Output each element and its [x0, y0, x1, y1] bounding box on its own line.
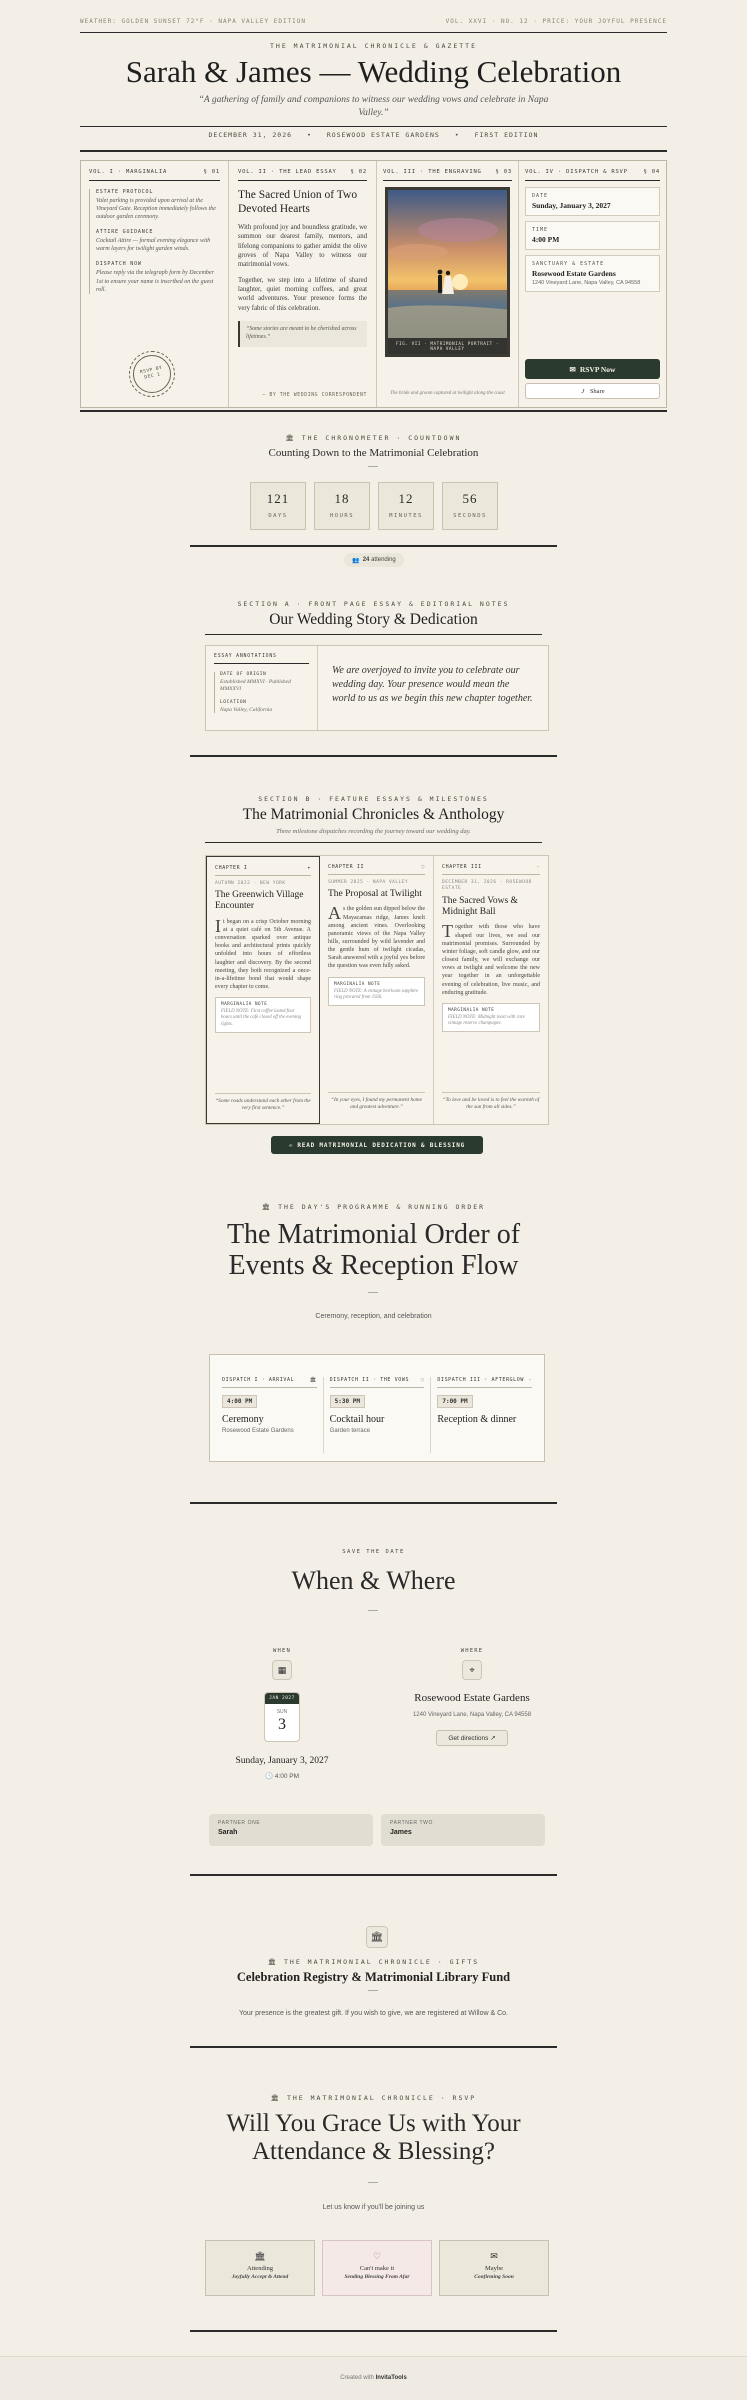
marginalia-text: Please reply via the telegraph form by December 1st to ensure your name is inscribed on the guest roll.	[96, 270, 214, 293]
masthead-meta: DECEMBER 31, 2026 • ROSEWOOD ESTATE GARDENS • FIRST EDITION	[208, 131, 539, 139]
story-kicker: SECTION A · FRONT PAGE ESSAY & EDITORIAL NOTES	[237, 600, 510, 608]
chapter-quote: “Some roads understand each other from the very first sentence.”	[215, 1093, 311, 1112]
chapter-card-1[interactable]	[206, 856, 320, 1124]
rsvp-kicker	[0, 2094, 747, 2102]
sparkle-icon: ✧	[528, 1377, 533, 1383]
rsvp-option-title: Can't make it	[359, 2265, 395, 2272]
masthead-kicker: THE MATRIMONIAL CHRONICLE & GAZETTE	[270, 42, 477, 50]
rsvp-option-sub: Sending Blessing From Afar	[344, 2274, 410, 2280]
time-card	[525, 221, 660, 250]
weather-line: WEATHER: GOLDEN SUNSET 72°F · NAPA VALLEY EDITION	[80, 18, 307, 25]
chapter-title: The Greenwich Village Encounter	[215, 890, 304, 912]
rsvp-now-button[interactable]	[525, 359, 660, 379]
programme-item-title: Ceremony	[222, 1414, 264, 1425]
bank-icon: 🏛	[267, 1958, 279, 1966]
marginalia-title: DISPATCH NOW	[96, 261, 142, 268]
countdown-number: 18	[334, 491, 350, 506]
marginalia-title: ESTATE PROTOCOL	[96, 189, 154, 195]
partner-two-card	[381, 1814, 545, 1846]
footer-credit	[0, 2375, 747, 2381]
share-button[interactable]	[525, 383, 660, 399]
lead-essay-title: The Sacred Union of Two Devoted Hearts	[238, 189, 358, 216]
programme-subtitle: Ceremony, reception, and celebration	[315, 1313, 432, 1320]
partner-one-label: PARTNER ONE	[218, 1820, 261, 1826]
where-title: When & Where	[291, 1566, 456, 1595]
location-pin-icon: ⌖	[462, 1660, 482, 1680]
top-bar	[80, 18, 667, 30]
external-link-icon: ↗	[490, 1735, 496, 1742]
note-text: FIELD NOTE: A vintage heirloom sapphire ring procured from 1926.	[334, 988, 419, 1000]
partner-one-name: Sarah	[218, 1829, 238, 1836]
marginalia-title: ATTIRE GUIDANCE	[96, 229, 154, 236]
story-quote: We are overjoyed to invite you to celebrate our wedding day. Your presence would mean the world to us as we begin this new chapter together.	[332, 665, 533, 704]
countdown-unit: HOURS	[329, 513, 355, 519]
rsvp-now-label: RSVP Now	[579, 364, 616, 374]
rsvp-option-decline[interactable]	[322, 2240, 432, 2296]
countdown-number: 56	[462, 491, 478, 506]
annotation-text: Napa Valley, California	[220, 707, 273, 714]
ring-icon: ◌	[421, 864, 425, 870]
marginalia-text: Cocktail Attire — formal evening elegance with warm layers for twilight garden winds.	[96, 238, 211, 253]
countdown-title: Counting Down to the Matrimonial Celebration	[268, 447, 479, 459]
chapter-text: t began on a crisp October morning at a quiet café on 5th Avenue. A conversation sparked over antique books and architectural prints quickly unfolded into hours of effortless laughter and discovery. By the second meeting, they both recognized a once-in-a-lifetime bond that would shape every chapter to come.	[215, 918, 311, 991]
note-text: FIELD NOTE: Midnight toast with rare vintage reserve champagne.	[448, 1014, 525, 1027]
read-dedication-label: READ MATRIMONIAL DEDICATION & BLESSING	[297, 1141, 466, 1149]
rsvp-subtitle: Let us know if you'll be joining us	[322, 2204, 425, 2211]
gift-icon: 🏛	[366, 1926, 388, 1948]
programme-kicker-text: THE DAY'S PROGRAMME & RUNNING ORDER	[278, 1203, 486, 1211]
bank-icon: 🏛	[285, 434, 296, 442]
programme-item-head: DISPATCH II · THE VOWS	[329, 1377, 410, 1383]
chapter-head: CHAPTER I	[215, 865, 248, 871]
attending-label: attending	[371, 557, 396, 563]
share-label: Share	[589, 387, 605, 395]
programme-title-line-1: The Matrimonial Order of	[226, 1219, 521, 1250]
rsvp-option-maybe[interactable]	[439, 2240, 549, 2296]
envelope-icon: ✉	[569, 364, 576, 374]
programme-item-2	[324, 1377, 432, 1453]
lead-essay-quote: “Some stories are meant to be cherished across lifetimes.”	[238, 321, 367, 347]
programme-item-head: DISPATCH I · ARRIVAL	[222, 1377, 295, 1383]
rsvp-option-sub: Confirming Soon	[474, 2274, 514, 2280]
chronicles-subtitle: Three milestone dispatches recording the journey toward our wedding day.	[276, 828, 471, 835]
countdown-minutes	[378, 482, 434, 530]
registry-kicker	[0, 1958, 747, 1966]
story-title: Our Wedding Story & Dedication	[269, 611, 478, 628]
marginalia-text: Valet parking is provided upon arrival at the Vineyard Gate. Reception immediately follows the outdoor garden ceremony.	[96, 198, 216, 221]
countdown-number: 121	[266, 491, 290, 506]
chapter-head: CHAPTER II	[328, 864, 365, 870]
chapter-card-3[interactable]	[434, 856, 548, 1124]
when-time-value: 4:00 PM	[274, 1773, 300, 1780]
heart-icon: ♡	[372, 2251, 382, 2261]
column-lead-essay	[229, 161, 377, 407]
get-directions-label: Get directions	[448, 1734, 489, 1742]
rsvp-title-line-2: Attendance & Blessing?	[252, 2137, 495, 2165]
photo-caption: The bride and groom captured at twilight along the coast	[390, 391, 505, 396]
drop-cap: T	[442, 921, 453, 942]
date-label: DATE	[532, 193, 549, 199]
rsvp-stamp	[129, 351, 175, 397]
when-date: Sunday, January 3, 2027	[235, 1756, 329, 1766]
attending-count: 24	[362, 557, 370, 563]
countdown-unit: SECONDS	[453, 513, 487, 519]
venue-label: SANCTUARY & ESTATE	[532, 261, 605, 267]
programme-time: 5:30 PM	[330, 1395, 365, 1408]
column-head: VOL. II · THE LEAD ESSAY	[238, 169, 337, 175]
where-address: 1240 Vineyard Lane, Napa Valley, CA 94558	[412, 1712, 532, 1718]
countdown-unit: DAYS	[268, 513, 288, 519]
column-head: VOL. IV · DISPATCH & RSVP	[525, 169, 628, 175]
programme-item-3	[431, 1377, 538, 1453]
read-dedication-button[interactable]	[271, 1136, 483, 1154]
rsvp-option-title: Attending	[247, 2265, 273, 2272]
pin-icon: ✦	[307, 865, 311, 871]
countdown-unit: MINUTES	[389, 513, 423, 519]
bank-icon: 🏛	[261, 1203, 273, 1211]
couple-photo	[385, 187, 510, 357]
column-engraving	[377, 161, 519, 407]
programme-time: 7:00 PM	[437, 1395, 472, 1408]
partner-two-label: PARTNER TWO	[390, 1820, 433, 1826]
masthead-edition: FIRST EDITION	[474, 131, 539, 139]
page-title: Sarah & James — Wedding Celebration	[125, 54, 622, 89]
partner-one-card	[209, 1814, 373, 1846]
front-page-columns	[80, 160, 667, 408]
footer-brand-link[interactable]: InvitaTools	[375, 2375, 407, 2381]
calendar-icon: ▦	[272, 1660, 292, 1680]
stamp-text: RSVP BY DEC 1	[139, 365, 163, 381]
countdown-number: 12	[398, 491, 414, 506]
chapter-title: The Proposal at Twilight	[328, 889, 422, 899]
chapter-card-2[interactable]	[320, 856, 434, 1124]
lead-essay-paragraph: With profound joy and boundless gratitude, we summon our dearest family, mentors, and lifelong companions to gather amidst the olive groves of Napa Valley to witness our matrimonial vows.	[238, 223, 367, 269]
chapter-meta: DECEMBER 31, 2026 · ROSEWOOD ESTATE	[442, 880, 532, 891]
column-num: § 04	[643, 169, 660, 175]
share-icon: ⤴	[580, 388, 586, 395]
chapter-quote: “In your eyes, I found my permanent home and greatest adventure.”	[328, 1092, 425, 1111]
chapter-head: CHAPTER III	[442, 864, 482, 870]
countdown-hours	[314, 482, 370, 530]
essay-annotations	[206, 646, 318, 730]
programme-title	[0, 1220, 747, 1282]
note-title: MARGINALIA NOTE	[221, 1002, 268, 1008]
date-card	[525, 187, 660, 216]
chronicles-kicker: SECTION B · FEATURE ESSAYS & MILESTONES	[258, 795, 489, 803]
photo-illustration	[388, 190, 510, 354]
note-title: MARGINALIA NOTE	[334, 981, 381, 987]
programme-item-sub: Rosewood Estate Gardens	[222, 1428, 294, 1434]
footer-prefix: Created with	[340, 2375, 374, 2381]
countdown-kicker-text: THE CHRONOMETER · COUNTDOWN	[301, 434, 462, 442]
calendar-day: SUN	[276, 1709, 288, 1715]
programme-title-line-2: Events & Reception Flow	[228, 1249, 519, 1281]
drop-cap: A	[328, 903, 341, 924]
rsvp-kicker-text: THE MATRIMONIAL CHRONICLE · RSVP	[286, 2094, 477, 2102]
photo-plate: FIG. VII · MATRIMONIAL PORTRAIT · NAPA VALLEY	[388, 338, 507, 354]
venue-value: Rosewood Estate Gardens	[532, 269, 616, 278]
note-title: MARGINALIA NOTE	[448, 1007, 495, 1013]
venue-card	[525, 255, 660, 292]
calendar-month: JAN 2027	[265, 1693, 299, 1704]
chapter-title: The Sacred Vows & Midnight Ball	[442, 895, 518, 918]
note-text: FIELD NOTE: First coffee lasted four hours until the café closed off the evening lights.	[221, 1009, 302, 1027]
rsvp-option-sub: Joyfully Accept & Attend	[231, 2274, 289, 2280]
registry-text: Your presence is the greatest gift. If you wish to give, we are registered at Willow & Co.	[239, 2010, 508, 2017]
registry-title: Celebration Registry & Matrimonial Library Fund	[236, 1970, 511, 1984]
annotations-head: ESSAY ANNOTATIONS	[214, 654, 309, 664]
venue-address: 1240 Vineyard Lane, Napa Valley, CA 94558	[532, 280, 641, 286]
masthead-venue: ROSEWOOD ESTATE GARDENS	[326, 131, 440, 139]
column-marginalia	[81, 161, 229, 407]
calendar-tile	[264, 1692, 300, 1742]
column-num: § 02	[350, 169, 367, 175]
rsvp-title	[0, 2110, 747, 2165]
countdown-timer	[250, 482, 498, 530]
programme-card	[209, 1354, 545, 1462]
programme-time: 4:00 PM	[222, 1395, 257, 1408]
registry-kicker-text: THE MATRIMONIAL CHRONICLE · GIFTS	[284, 1958, 480, 1966]
ring-icon: ◌	[420, 1377, 425, 1383]
programme-kicker	[0, 1203, 747, 1211]
chapter-meta: AUTUMN 2022 · NEW YORK	[215, 881, 286, 886]
column-num: § 01	[203, 169, 220, 175]
where-label: WHERE	[460, 1648, 484, 1654]
byline: — BY THE WEDDING CORRESPONDENT	[262, 393, 367, 398]
programme-item-1	[216, 1377, 324, 1453]
column-num: § 03	[495, 169, 512, 175]
masthead-subtitle: “A gathering of family and companions to witness our wedding vows and celebrate in Napa Valley.”	[198, 95, 549, 118]
programme-item-title: Cocktail hour	[329, 1414, 385, 1425]
date-value: Sunday, January 3, 2027	[532, 201, 611, 210]
where-kicker: SAVE THE DATE	[342, 1549, 405, 1555]
chapter-text: s the golden sun dipped below the Mayacamas ridge, James knelt among ancient vines. Overlooking panoramic views of the Napa Valley hills, surrounded by wild lavender and the gentle hum of twilight cicadas, Sarah answered with a joyful yes before the question was even fully asked.	[328, 906, 425, 970]
when-label: WHEN	[272, 1648, 292, 1654]
programme-item-sub: Garden terrace	[329, 1428, 371, 1434]
column-head: VOL. I · MARGINALIA	[89, 169, 168, 175]
rsvp-option-attending[interactable]	[205, 2240, 315, 2296]
when-time	[202, 1772, 362, 1780]
bank-icon: 🏛	[270, 2094, 282, 2102]
column-dispatch	[519, 161, 666, 407]
column-head: VOL. III · THE ENGRAVING	[383, 169, 482, 175]
story-card	[205, 645, 549, 731]
chapters	[205, 855, 549, 1125]
countdown-seconds	[442, 482, 498, 530]
masthead-date: DECEMBER 31, 2026	[208, 131, 293, 139]
where-venue: Rosewood Estate Gardens	[414, 1692, 530, 1704]
countdown-kicker	[0, 434, 747, 442]
annotation-title: LOCATION	[220, 700, 247, 706]
volume-line: VOL. XXVI · NO. 12 · PRICE: YOUR JOYFUL PRESENCE	[445, 18, 667, 25]
sparkle-icon: ✧	[536, 864, 540, 870]
rsvp-option-title: Maybe	[484, 2265, 504, 2272]
attending-badge	[344, 553, 404, 567]
drop-cap: I	[215, 915, 221, 936]
chapter-quote: “To love and be loved is to feel the warmth of the sun from all sides.”	[442, 1092, 540, 1111]
get-directions-button[interactable]	[436, 1730, 508, 1746]
chapter-meta: SUMMER 2025 · NAPA VALLEY	[328, 880, 409, 885]
programme-item-head: DISPATCH III · AFTERGLOW	[437, 1377, 524, 1383]
annotation-text: Established MMXVI · Published MMXXVI	[220, 679, 291, 693]
time-label: TIME	[532, 227, 549, 233]
bank-icon: 🏛	[254, 2251, 266, 2261]
bank-icon: 🏛	[309, 1377, 317, 1383]
programme-item-title: Reception & dinner	[437, 1414, 517, 1425]
envelope-icon: ✉	[490, 2251, 498, 2261]
rsvp-title-line-1: Will You Grace Us with Your	[226, 2110, 521, 2137]
quill-icon: ✍	[288, 1141, 294, 1149]
calendar-date: 3	[278, 1716, 286, 1733]
chronicles-title: The Matrimonial Chronicles & Anthology	[242, 806, 505, 823]
countdown-days	[250, 482, 306, 530]
lead-essay-paragraph: Together, we step into a lifetime of shared laughter, quiet morning coffees, and great world adventures. Your presence forms the very fabric of this celebration.	[238, 276, 367, 312]
clock-icon: 🕓	[264, 1773, 274, 1780]
partner-two-name: James	[390, 1829, 412, 1836]
people-icon: 👥	[352, 557, 360, 564]
chapter-text: ogether with those who have shaped our lives, we seal our matrimonial promises. Surrounded by winter foliage, soft candle glow, and our closest family, we will exchange our vows at twilight and welcome the new year together in an unforgettable evening of celebration, live music, and enduring gratitude.	[442, 924, 540, 996]
time-value: 4:00 PM	[532, 235, 560, 244]
annotation-title: DATE OF ORIGIN	[220, 672, 267, 677]
